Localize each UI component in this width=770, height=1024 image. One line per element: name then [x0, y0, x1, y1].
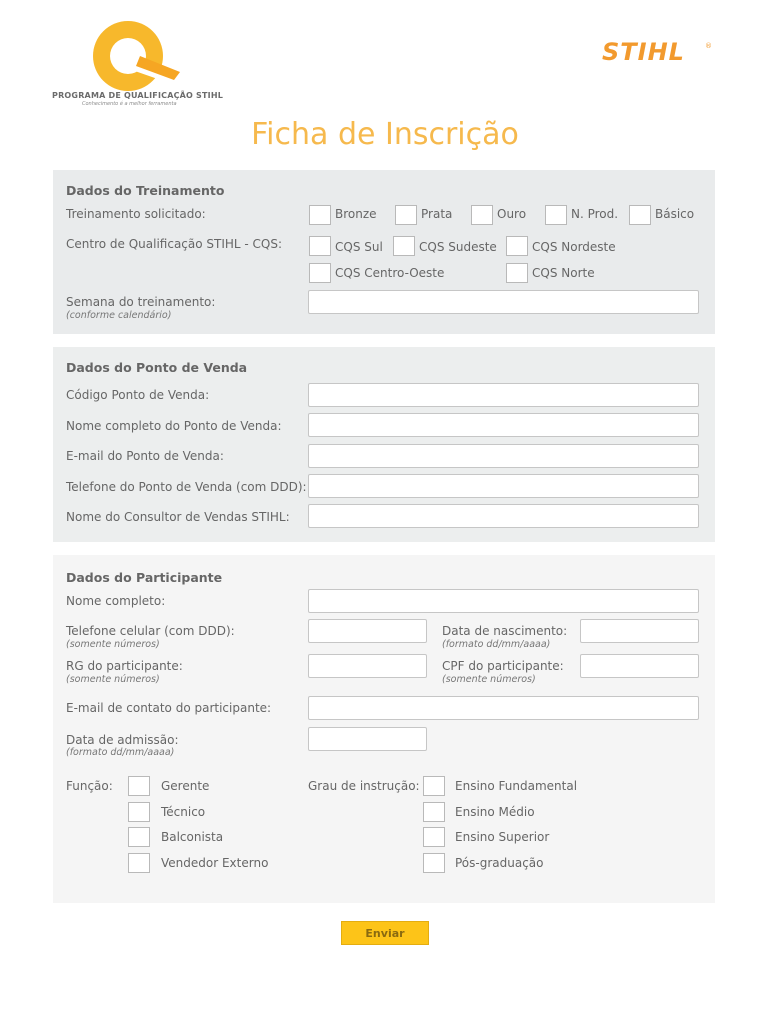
admission-date-hint: (formato dd/mm/aaaa): [66, 747, 175, 758]
sales-consultant-label: Nome do Consultor de Vendas STIHL:: [66, 510, 290, 524]
full-name-label: Nome completo:: [66, 594, 166, 608]
admission-date-label: Data de admissão:: [66, 733, 179, 747]
registered-mark: ®: [705, 42, 712, 50]
rg-hint: (somente números): [66, 674, 160, 685]
training-bronze-checkbox[interactable]: [309, 205, 331, 225]
training-option-label: Prata: [421, 207, 453, 221]
cqs-option-label: CQS Sudeste: [419, 240, 497, 254]
pos-code-input[interactable]: [308, 383, 699, 407]
pos-name-label: Nome completo do Ponto de Venda:: [66, 419, 282, 433]
training-option-label: Ouro: [497, 207, 527, 221]
training-option-label: Bronze: [335, 207, 377, 221]
admission-date-input[interactable]: [308, 727, 427, 751]
cqs-option-label: CQS Sul: [335, 240, 383, 254]
program-subtitle: Conhecimento é a melhor ferramenta: [82, 101, 177, 107]
point-of-sale-section: [53, 347, 715, 542]
role-option-label: Gerente: [161, 779, 210, 793]
stihl-logo: STIHL: [602, 38, 685, 66]
education-medio-checkbox[interactable]: [423, 802, 445, 822]
section-heading: Dados do Ponto de Venda: [66, 360, 248, 375]
section-heading: Dados do Treinamento: [66, 183, 225, 198]
role-vendedor-externo-checkbox[interactable]: [128, 853, 150, 873]
pos-name-input[interactable]: [308, 413, 699, 437]
cqs-norte-checkbox[interactable]: [506, 263, 528, 283]
submit-button[interactable]: Enviar: [341, 921, 429, 945]
rg-label: RG do participante:: [66, 659, 183, 673]
participant-email-label: E-mail de contato do participante:: [66, 701, 272, 715]
pos-email-input[interactable]: [308, 444, 699, 468]
section-heading: Dados do Participante: [66, 570, 223, 585]
education-superior-checkbox[interactable]: [423, 827, 445, 847]
sales-consultant-input[interactable]: [308, 504, 699, 528]
training-section: [53, 170, 715, 334]
birth-date-label: Data de nascimento:: [442, 624, 568, 638]
pos-phone-input[interactable]: [308, 474, 699, 498]
role-option-label: Balconista: [161, 830, 224, 844]
cqs-nordeste-checkbox[interactable]: [506, 236, 528, 256]
participant-section: [53, 555, 715, 903]
requested-training-label: Treinamento solicitado:: [66, 207, 206, 221]
rg-input[interactable]: [308, 654, 427, 678]
cpf-input[interactable]: [580, 654, 699, 678]
cqs-centro-oeste-checkbox[interactable]: [309, 263, 331, 283]
training-nprod-checkbox[interactable]: [545, 205, 567, 225]
training-week-input[interactable]: [308, 290, 699, 314]
cqs-sudeste-checkbox[interactable]: [393, 236, 415, 256]
cqs-option-label: CQS Norte: [532, 266, 595, 280]
cpf-hint: (somente números): [442, 674, 536, 685]
role-option-label: Técnico: [161, 805, 206, 819]
education-option-label: Ensino Fundamental: [455, 779, 578, 793]
education-pos-graduacao-checkbox[interactable]: [423, 853, 445, 873]
training-basico-checkbox[interactable]: [629, 205, 651, 225]
education-option-label: Pós-graduação: [455, 856, 544, 870]
program-title: PROGRAMA DE QUALIFICAÇÃO STIHL: [52, 91, 224, 100]
education-fundamental-checkbox[interactable]: [423, 776, 445, 796]
page-title: Ficha de Inscrição: [251, 117, 519, 152]
training-option-label: Básico: [655, 207, 695, 221]
mobile-phone-label: Telefone celular (com DDD):: [66, 624, 235, 638]
role-option-label: Vendedor Externo: [161, 856, 269, 870]
pos-code-label: Código Ponto de Venda:: [66, 388, 210, 402]
training-week-label: Semana do treinamento:: [66, 295, 216, 309]
pos-email-label: E-mail do Ponto de Venda:: [66, 449, 224, 463]
training-ouro-checkbox[interactable]: [471, 205, 493, 225]
mobile-phone-input[interactable]: [308, 619, 427, 643]
role-tecnico-checkbox[interactable]: [128, 802, 150, 822]
education-label: Grau de instrução:: [308, 779, 420, 793]
full-name-input[interactable]: [308, 589, 699, 613]
birth-date-input[interactable]: [580, 619, 699, 643]
cpf-label: CPF do participante:: [442, 659, 564, 673]
participant-email-input[interactable]: [308, 696, 699, 720]
training-week-hint: (conforme calendário): [66, 310, 172, 321]
birth-date-hint: (formato dd/mm/aaaa): [442, 639, 551, 650]
cqs-sul-checkbox[interactable]: [309, 236, 331, 256]
role-gerente-checkbox[interactable]: [128, 776, 150, 796]
education-option-label: Ensino Médio: [455, 805, 535, 819]
role-label: Função:: [66, 779, 113, 793]
cqs-center-label: Centro de Qualificação STIHL - CQS:: [66, 237, 283, 251]
role-balconista-checkbox[interactable]: [128, 827, 150, 847]
pos-phone-label: Telefone do Ponto de Venda (com DDD):: [66, 480, 307, 494]
cqs-option-label: CQS Nordeste: [532, 240, 616, 254]
mobile-phone-hint: (somente números): [66, 639, 160, 650]
training-prata-checkbox[interactable]: [395, 205, 417, 225]
education-option-label: Ensino Superior: [455, 830, 550, 844]
training-option-label: N. Prod.: [571, 207, 619, 221]
qualificacao-q-logo: [80, 16, 190, 96]
cqs-option-label: CQS Centro-Oeste: [335, 266, 445, 280]
